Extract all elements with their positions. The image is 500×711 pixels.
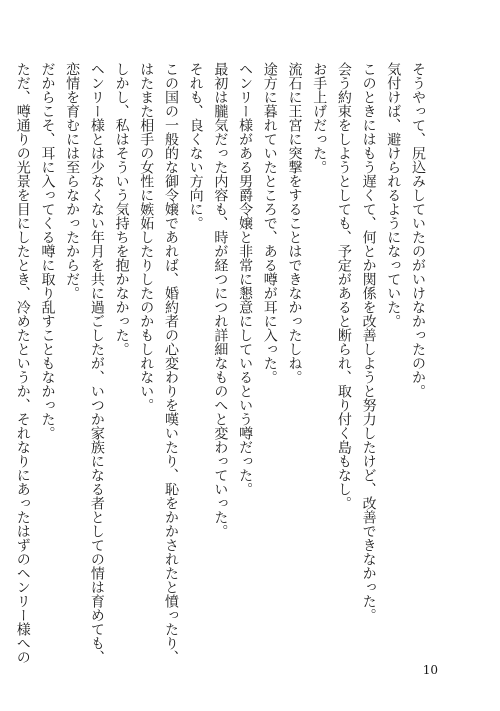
text-line: この国の一般的な御令嬢であれば、婚約者の心変わりを嘆いたり、恥をかかされたと憤ったり、 [162, 62, 179, 664]
text-line: そうやって、尻込みしていたのがいけなかったのか。 [410, 62, 426, 398]
text-line: 途方に暮れていたところで、ある噂が耳に入った。 [261, 62, 278, 384]
text-line: しかし、私はそういう気持ちを抱かなかった。 [113, 62, 130, 356]
text-line: このときにはもう遅くて、何とか関係を改善しようと努力したけど、改善できなかった。 [360, 62, 377, 622]
body-text [10, 62, 430, 664]
page-number: 10 [422, 663, 438, 677]
text-line: それも、良くない方向に。 [187, 62, 204, 230]
text-line: はたまた相手の女性に嫉妬したりしたのかもしれない。 [138, 62, 155, 412]
text-line: 恋情を育むには至らなかったからだ。 [64, 62, 81, 300]
text-line: 会う約束をしようとしても、予定があると断られ、取り付く島もなし。 [335, 62, 352, 510]
text-line: 気付けば、避けられるようになっていた。 [385, 62, 402, 328]
text-line: お手上げだった。 [311, 62, 328, 174]
text-line: ヘンリー様とは少なくない年月を共に過ごしたが、いつか家族になる者としての情は育めても、 [88, 62, 105, 664]
text-line: ヘンリー様がある男爵令嬢と非常に懇意にしているという噂だった。 [237, 62, 254, 496]
text-line: 最初は朧気だった内容も、時が経つにつれ詳細なものへと変わっていった。 [212, 62, 229, 538]
text-line: 流石に王宮に突撃をすることはできなかったしね。 [286, 62, 303, 384]
text-line: ただ、噂通りの光景を目にしたとき、冷めたというか、それなりにあったはずのヘンリー様への [14, 62, 31, 664]
text-line: だからこそ、耳に入ってくる噂に取り乱すこともなかった。 [39, 62, 56, 440]
